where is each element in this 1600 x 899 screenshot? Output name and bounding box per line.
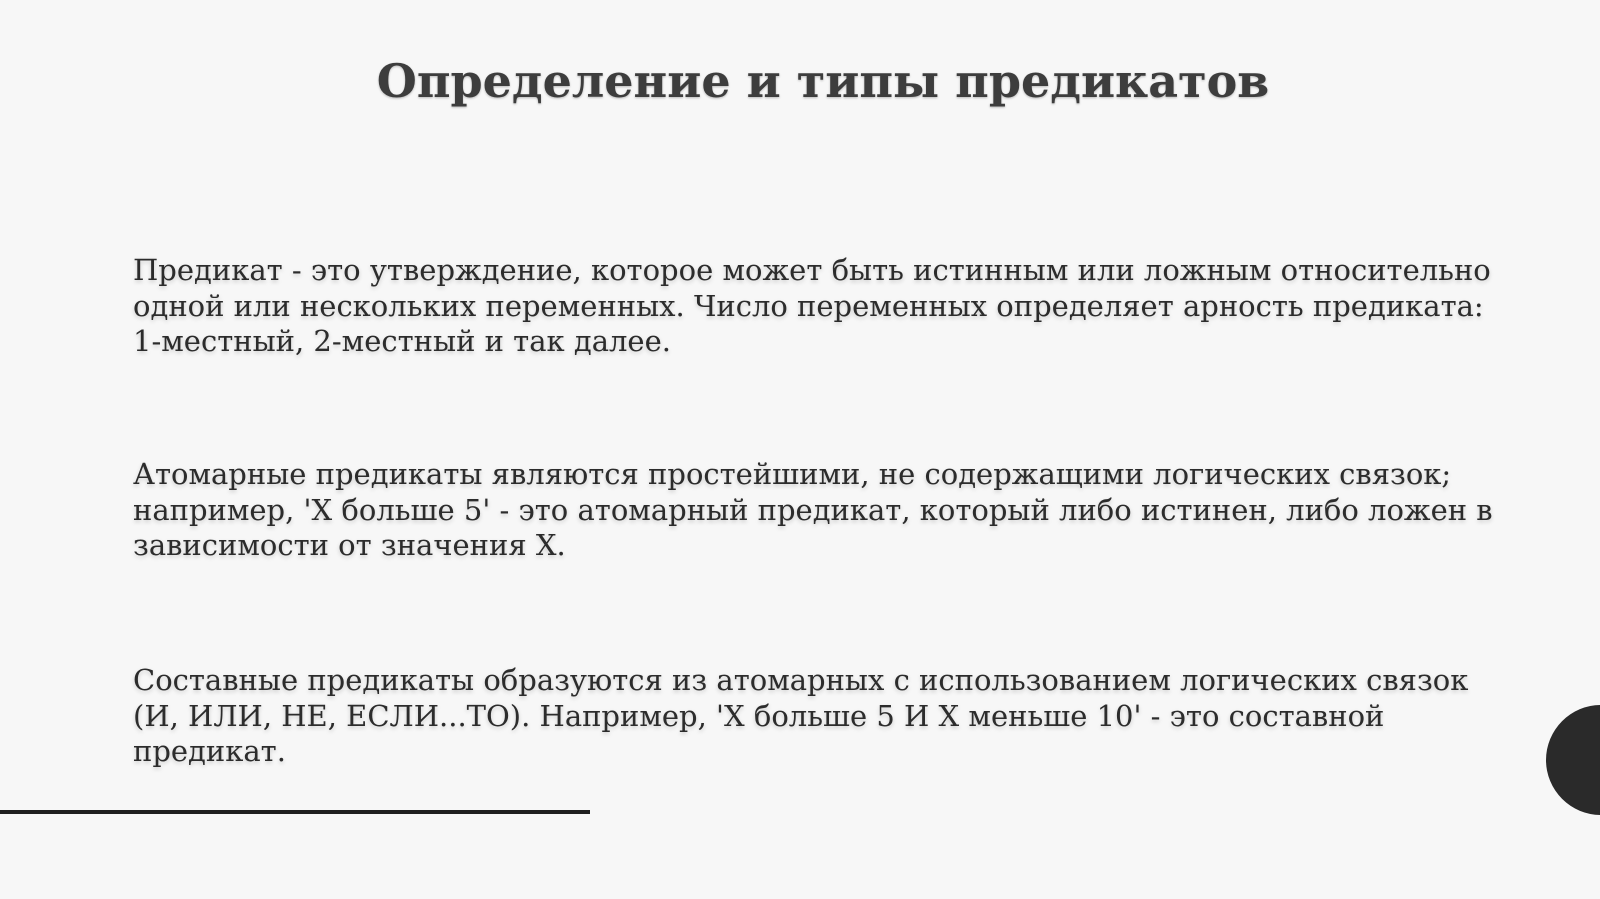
slide-title: Определение и типы предикатов — [376, 54, 1270, 108]
paragraph-compound-predicates: Составные предикаты образуются из атомарных с использованием логических связок (И, ИЛИ, НЕ, ЕСЛИ...ТО). Например, 'X больше 5 И X меньше 10' - это составной предикат. — [133, 663, 1469, 768]
paragraph-predicate-definition: Предикат - это утверждение, которое может быть истинным или ложным относительно одной или нескольких переменных. Число переменных определяет арность предиката: 1-местный, 2-местный и так далее. — [133, 253, 1491, 358]
paragraph-atomic-predicates: Атомарные предикаты являются простейшими, не содержащими логических связок; например, 'X больше 5' - это атомарный предикат, который либо истинен, либо ложен в зависимости от значения X. — [133, 457, 1493, 562]
decorative-half-circle — [1546, 705, 1600, 815]
decorative-divider-line — [0, 810, 590, 814]
